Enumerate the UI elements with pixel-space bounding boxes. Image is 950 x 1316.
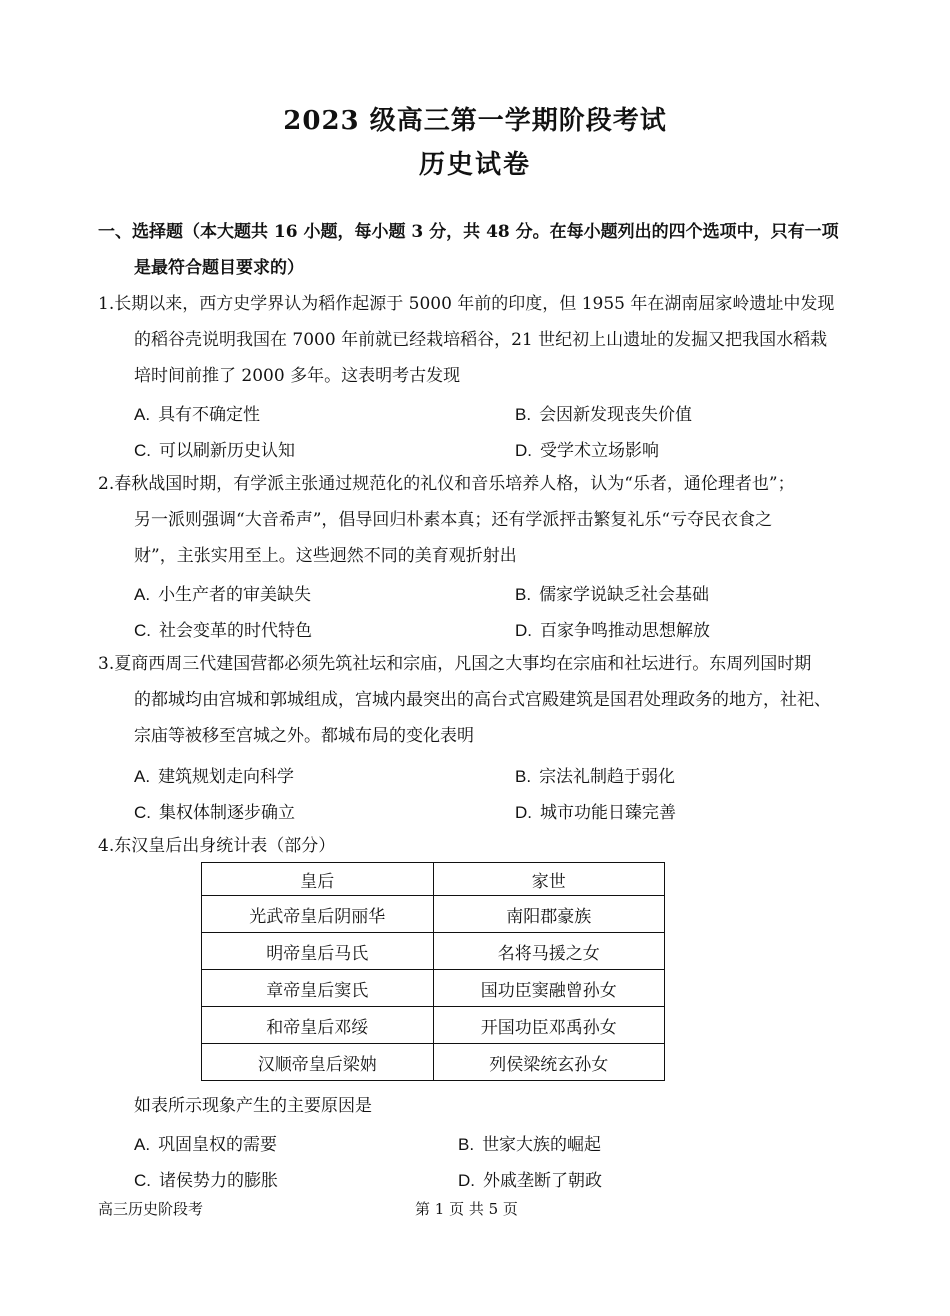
table-row (202, 1007, 665, 1044)
question-2-line3: 财”，主张实用至上。这些迥然不同的美育观折射出 (134, 546, 517, 566)
table-cell: 开国功臣邓禹孙女 (433, 1007, 665, 1044)
q1-option-c[interactable]: C. 可以刷新历史认知 (134, 441, 295, 461)
table-row (202, 970, 665, 1007)
question-2 (98, 466, 858, 574)
q3-option-a[interactable]: A. 建筑规划走向科学 (134, 767, 295, 787)
table-cell: 明帝皇后马氏 (202, 933, 434, 970)
exam-subtitle: 历史试卷 (418, 150, 531, 180)
q1-option-b[interactable]: B. 会因新发现丧失价值 (515, 405, 693, 425)
q4-option-c[interactable]: C. 诸侯势力的膨胀 (134, 1171, 278, 1191)
section-heading-line2: 是最符合题目要求的） (134, 258, 304, 278)
q1-option-a[interactable]: A. 具有不确定性 (134, 405, 261, 425)
question-1-line3: 培时间前推了 2000 多年。这表明考古发现 (134, 366, 461, 386)
table-cell: 南阳郡豪族 (433, 896, 665, 933)
table-row (202, 896, 665, 933)
table-header-cell: 皇后 (202, 863, 434, 896)
question-2-line2: 另一派则强调“大音希声”，倡导回归朴素本真；还有学派抨击繁复礼乐“亏夺民衣食之 (134, 510, 773, 530)
table-cell: 和帝皇后邓绥 (202, 1007, 434, 1044)
q4-option-d[interactable]: D. 外戚垄断了朝政 (458, 1171, 602, 1191)
footer-exam-name: 高三历史阶段考 (98, 1200, 204, 1218)
table-cell: 列侯梁统玄孙女 (433, 1044, 665, 1081)
question-3-line1: 3.夏商西周三代建国营都必须先筑社坛和宗庙，凡国之大事均在宗庙和社坛进行。东周列国时期 (98, 654, 812, 674)
footer-page-number: 第 1 页 共 5 页 (415, 1200, 518, 1218)
table-row (202, 1044, 665, 1081)
table-cell: 章帝皇后窦氏 (202, 970, 434, 1007)
table-header-row (202, 863, 665, 896)
table-cell: 光武帝皇后阴丽华 (202, 896, 434, 933)
empress-origin-table (201, 862, 665, 1081)
q4-option-b[interactable]: B. 世家大族的崛起 (458, 1135, 602, 1155)
q3-option-b[interactable]: B. 宗法礼制趋于弱化 (515, 767, 676, 787)
section-heading-line1: 一、选择题（本大题共 16 小题，每小题 3 分，共 48 分。在每小题列出的四个选项中，只有一项 (98, 222, 839, 242)
q2-option-c[interactable]: C. 社会变革的时代特色 (134, 621, 312, 641)
table-cell: 汉顺帝皇后梁妠 (202, 1044, 434, 1081)
table-cell: 名将马援之女 (433, 933, 665, 970)
table-header-cell: 家世 (433, 863, 665, 896)
question-1-line1: 1.长期以来，西方史学界认为稻作起源于 5000 年前的印度，但 1955 年在湖南屈家岭遗址中发现 (98, 294, 835, 314)
question-4-prompt: 如表所示现象产生的主要原因是 (134, 1096, 372, 1116)
q3-option-d[interactable]: D. 城市功能日臻完善 (515, 803, 676, 823)
q3-option-c[interactable]: C. 集权体制逐步确立 (134, 803, 295, 823)
question-2-line1: 2.春秋战国时期，有学派主张通过规范化的礼仪和音乐培养人格，认为“乐者，通伦理者也”； (98, 474, 795, 494)
section-heading (98, 214, 858, 286)
table-cell: 国功臣窦融曾孙女 (433, 970, 665, 1007)
question-3-line2: 的都城均由宫城和郭城组成，宫城内最突出的高台式宫殿建筑是国君处理政务的地方，社祀、 (134, 690, 831, 710)
question-3 (98, 646, 858, 754)
question-1 (98, 286, 858, 394)
table-row (202, 933, 665, 970)
question-4-line1: 4.东汉皇后出身统计表（部分） (98, 836, 336, 856)
q2-option-a[interactable]: A. 小生产者的审美缺失 (134, 585, 312, 605)
q2-option-b[interactable]: B. 儒家学说缺乏社会基础 (515, 585, 710, 605)
exam-title: 2023 级高三第一学期阶段考试 (283, 106, 667, 136)
q1-option-d[interactable]: D. 受学术立场影响 (515, 441, 659, 461)
q2-option-d[interactable]: D. 百家争鸣推动思想解放 (515, 621, 710, 641)
question-1-line2: 的稻谷壳说明我国在 7000 年前就已经栽培稻谷，21 世纪初上山遗址的发掘又把我国水稻栽 (134, 330, 828, 350)
question-4 (98, 828, 858, 864)
question-3-line3: 宗庙等被移至宫城之外。都城布局的变化表明 (134, 726, 474, 746)
q4-option-a[interactable]: A. 巩固皇权的需要 (134, 1135, 278, 1155)
